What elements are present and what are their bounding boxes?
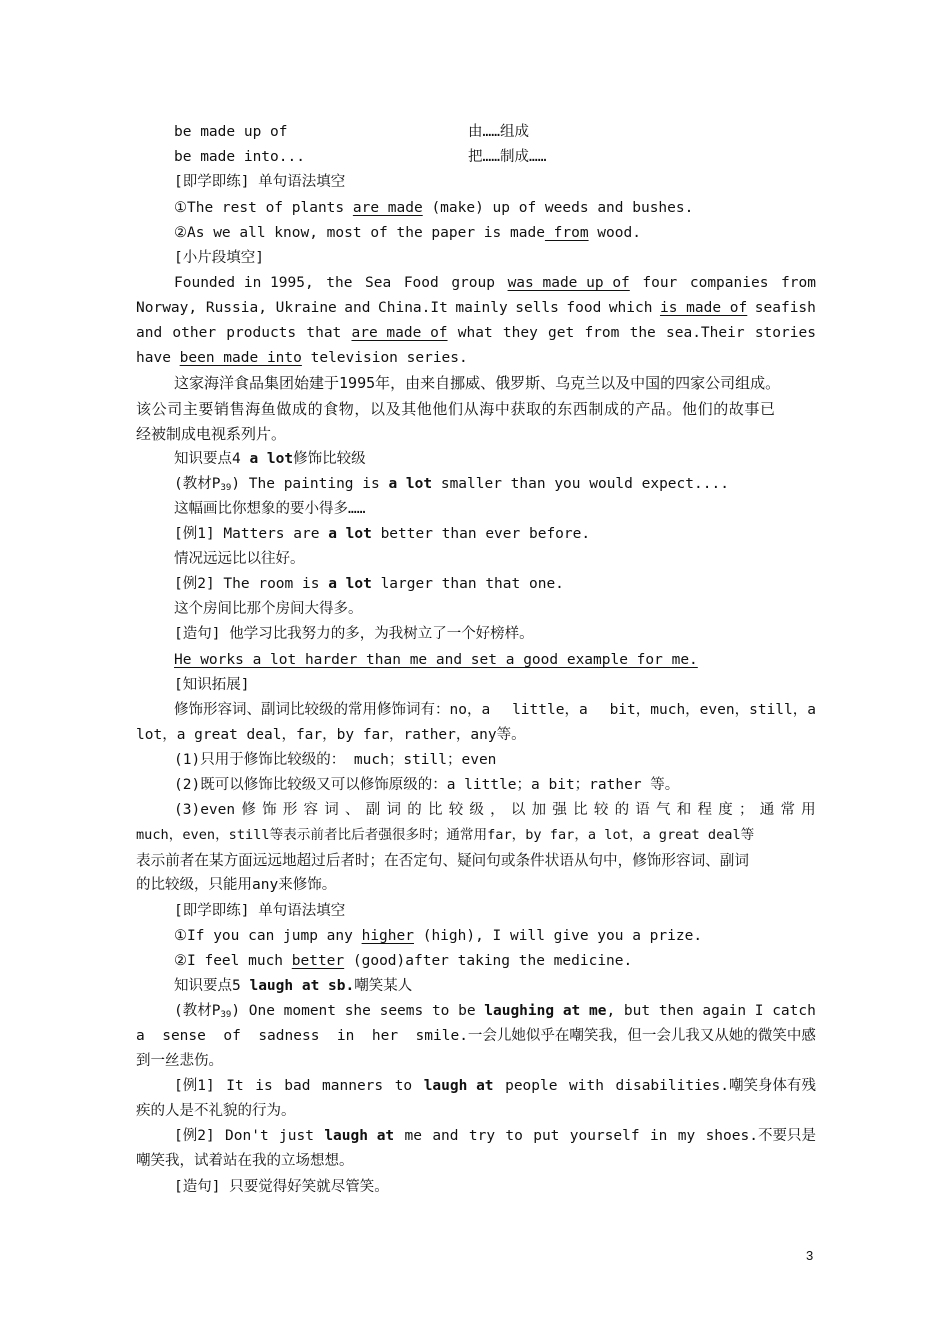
textbook-source: (教材$P_{39}$) The painting is a lot smaller than you would expect.... (174, 476, 729, 493)
extension-line: 的比较级，只能用any来修饰。 (136, 877, 337, 893)
answer-blank: is made of (659, 300, 748, 316)
practice-header: [即学即练] 单句语法填空 (174, 903, 346, 919)
translation-line: 该公司主要销售海鱼做成的食物，以及其他他们从海中获取的东西制成的产品。他们的故事已 (136, 400, 776, 418)
answer-blank: from (544, 225, 589, 241)
paragraph-line: Founded in 1995, the Sea Food group was made up of four companies from (136, 271, 816, 296)
answer-blank: better (291, 953, 345, 969)
section-header: [知识拓展] (174, 677, 250, 693)
textbook-source: a sense of sadness in her smile.一会儿她似乎在嘲笑我，但一会儿我又从她的微笑中感 (136, 1028, 816, 1044)
answer-blank: been made into (179, 350, 302, 366)
translation-line: 经被制成电视系列片。 (136, 425, 287, 443)
translation-line: 疾的人是不礼貌的行为。 (136, 1103, 296, 1119)
practice-question: ②As we all know, most of the paper is made from wood. (174, 225, 641, 241)
translation-line: 嘲笑我，试着站在我的立场想想。 (136, 1153, 354, 1169)
answer-blank: are made (352, 200, 423, 216)
translation-line: 情况远远比以往好。 (174, 551, 305, 567)
paragraph-line: have been made into television series. (136, 350, 468, 366)
knowledge-point-title: 知识要点5 laugh at sb.嘲笑某人 (174, 978, 413, 994)
extension-line: (2)既可以修饰比较级又可以修饰原级的：a little；a bit；rather 等。 (174, 777, 680, 793)
paragraph-line: and other products that are made of what they get from the sea.Their stories (136, 321, 816, 346)
extension-line: 表示前者在某方面远远地超过后者时；在否定句、疑问句或条件状语从句中，修饰形容词、副词 (136, 852, 749, 869)
paragraph-line: Norway, Russia, Ukraine and China.It mainly sells food which is made of seafish (136, 296, 816, 321)
make-sentence-answer: He works a lot harder than me and set a good example for me. (174, 652, 698, 668)
extension-line: 修饰形容词、副词比较级的常用修饰词有：no，a little，a bit，much，even，still，a (174, 702, 816, 718)
translation-line: 这个房间比那个房间大得多。 (174, 601, 363, 617)
extension-line: (3)even 修 饰 形 容 词 、 副 词 的 比 较 级 ， 以 加 强 比 较 的 语 气 和 程 度 ； 通 常 用 (174, 802, 816, 818)
textbook-source: (教材$P_{39}$) One moment she seems to be laughing at me, but then again I catch (174, 1003, 816, 1020)
knowledge-point-title: 知识要点4 a lot修饰比较级 (174, 451, 366, 467)
phrase-en: be made up of (174, 124, 288, 140)
example-sentence: [例2] The room is a lot larger than that one. (174, 576, 564, 592)
extension-line: (1)只用于修饰比较级的： much；still；even (174, 752, 497, 768)
example-sentence: [例1] Matters are a lot better than ever before. (174, 526, 591, 542)
translation-line: 这幅画比你想象的要小得多…… (174, 501, 366, 517)
practice-question: ①The rest of plants are made (make) up of weeds and bushes. (174, 200, 694, 216)
answer-blank: higher (361, 928, 414, 944)
phrase-row (174, 120, 816, 145)
answer-blank: was made up of (507, 275, 630, 291)
example-sentence: [例2] Don't just laugh at me and try to put yourself in my shoes.不要只是 (174, 1128, 816, 1144)
phrase-zh: 由……组成 (468, 124, 529, 140)
practice-question: ①If you can jump any higher (high), I will give you a prize. (174, 928, 703, 944)
translation-line: 这家海洋食品集团始建于1995年，由来自挪威、俄罗斯、乌克兰以及中国的四家公司组成。 (174, 374, 781, 392)
practice-header: [即学即练] 单句语法填空 (174, 174, 346, 190)
section-header: [小片段填空] (174, 250, 264, 266)
phrase-en: be made into... (174, 149, 305, 165)
example-sentence: [例1] It is bad manners to laugh at people with disabilities.嘲笑身体有残 (174, 1078, 816, 1094)
translation-line: 到一丝悲伤。 (136, 1053, 223, 1069)
answer-blank: are made of (351, 325, 448, 341)
extension-line: much，even，still等表示前者比后者强很多时；通常用far，by far，a lot，a great deal等 (136, 827, 755, 843)
page-number: 3 (806, 1248, 814, 1263)
make-sentence-prompt: [造句] 他学习比我努力的多，为我树立了一个好榜样。 (174, 626, 534, 642)
phrase-zh: 把……制成…… (468, 149, 547, 165)
practice-question: ②I feel much better (good)after taking the medicine. (174, 953, 633, 969)
extension-line: lot，a great deal，far，by far，rather，any等。 (136, 727, 526, 743)
make-sentence-prompt: [造句] 只要觉得好笑就尽管笑。 (174, 1179, 389, 1195)
phrase-row (174, 145, 816, 170)
